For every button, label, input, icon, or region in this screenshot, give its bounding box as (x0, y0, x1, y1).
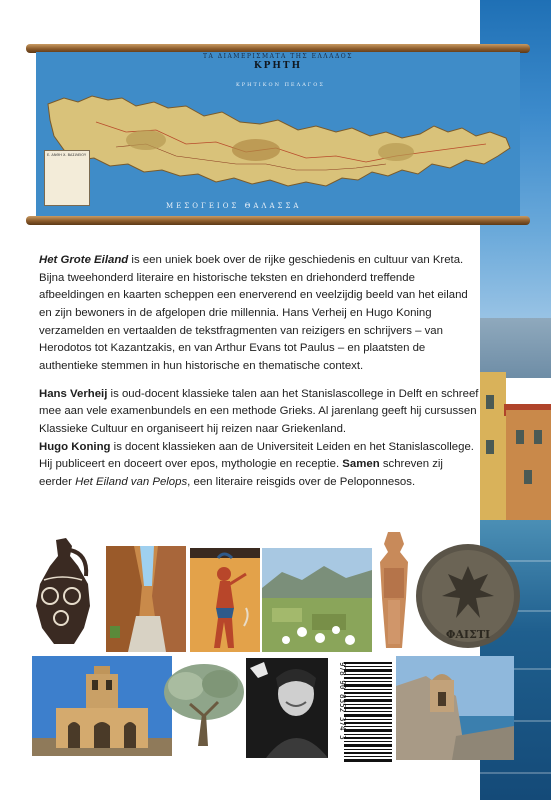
map-legend (44, 150, 90, 206)
map-of-crete (36, 52, 520, 216)
arkadi-monastery-image (32, 656, 172, 756)
isbn-barcode (330, 658, 392, 768)
coin-inscription: ΦΑΙΣΤΙ (445, 628, 491, 641)
blurb-paragraph-authors (39, 386, 479, 492)
coastal-ruin-image (396, 656, 514, 760)
previous-book-title: Het Eiland van Pelops (75, 475, 188, 488)
map-rod-bottom (26, 216, 530, 225)
olive-tree-image (160, 656, 246, 756)
together-label: Samen (342, 458, 380, 471)
lasithi-windmills-image (262, 548, 372, 652)
map-sea-north-label: ΚΡΗΤΙΚΟΝ ΠΕΛΑΓΟΣ (236, 82, 325, 88)
book-description: is een uniek boek over de rijke geschiedenis en cultuur van Kreta. Bijna tweehonderd literaire en historische teksten en driehonderd treffende afbeeldingen en kaarten scheppen een enerverend en veelzijdig beeld van het eiland en zijn bewoners in de afgelopen drie millennia. Hans Verheij en Hugo Koning verzamelden en vertaalden de tekstfragmenten van reizigers en schrijvers – van Herodotos tot Kazantzakis, en van Arthur Evans tot Paulus – en plaatsten de authentieke stemmen in hun historische en thematische context. (39, 254, 468, 372)
author1-bio: is oud-docent klassieke talen aan het Stanislascollege in Delft en schreef mee aan vele examenbundels en een methode Grieks. Al jarenlang geeft hij cursussen Klassieke Cultuur en organiseert hij reizen naar Griekenland. (39, 387, 479, 435)
book-title: Het Grote Eiland (39, 254, 129, 266)
together-text: schreven zij eerder (39, 458, 443, 488)
minoan-jug-image (26, 536, 102, 652)
isbn-number: 978 90 8352 374 3 (338, 662, 347, 740)
author2-bio: is docent klassieken aan de Universiteit Leiden en het Stanislascollege. Hij publiceert en doceert over epos, mythologie en receptie. (39, 440, 474, 471)
together-text-end: , een literaire reisgids over de Peloponnesos. (187, 475, 416, 488)
phaistos-coin-image (414, 540, 522, 652)
map-legend-text: Ε. ΑΝΘΗ Χ. ΒΑΣΙΛΕΙΟΥ (47, 153, 87, 157)
map-header: ΤΑ ΔΙΑΜΕΡΙΣΜΑΤΑ ΤΗΣ ΕΛΛΑΔΟΣ (203, 53, 353, 60)
author2-name: Hugo Koning (39, 440, 111, 453)
blurb (39, 252, 479, 502)
map-title: ΚΡΗΤΗ (253, 61, 303, 71)
prince-of-lilies-fresco-image (190, 548, 260, 652)
map-sea-south-label: ΜΕΣΟΓΕΙΟΣ ΘΑΛΑΣΣΑ (166, 202, 302, 210)
samaria-gorge-image (106, 546, 186, 652)
author1-name: Hans Verheij (39, 387, 108, 400)
theodorakis-portrait-image (246, 658, 328, 758)
blurb-paragraph-book (39, 252, 479, 376)
egyptian-statue-image (374, 528, 414, 652)
